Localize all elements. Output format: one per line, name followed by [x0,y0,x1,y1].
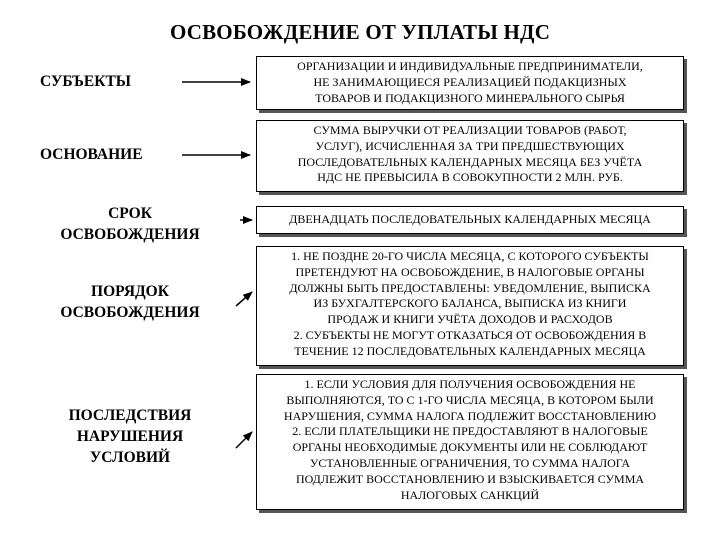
box-line: ОРГАНИЗАЦИИ И ИНДИВИДУАЛЬНЫЕ ПРЕДПРИНИМАТЕЛИ, [297,59,643,73]
box-line: НАЛОГОВЫХ САНКЦИЙ [400,487,540,502]
arrow-procedure [236,292,252,306]
box-line: СУММА ВЫРУЧКИ ОТ РЕАЛИЗАЦИИ ТОВАРОВ (РАБОТ, [313,123,627,137]
box-line: ТЕЧЕНИЕ 12 ПОСЛЕДОВАТЕЛЬНЫХ КАЛЕНДАРНЫХ МЕСЯЦА [294,343,646,358]
label-line: ПОРЯДОК [91,283,169,300]
box-line: НЕ ЗАНИМАЮЩИЕСЯ РЕАЛИЗАЦИЕЙ ПОДАКЦИЗНЫХ [313,74,627,89]
box-line: ДВЕНАДЦАТЬ ПОСЛЕДОВАТЕЛЬНЫХ КАЛЕНДАРНЫХ МЕСЯЦА [289,212,651,226]
label-line: УСЛОВИЙ [89,448,171,466]
box-line: 2. СУБЪЕКТЫ НЕ МОГУТ ОТКАЗАТЬСЯ ОТ ОСВОБОЖДЕНИЯ В [293,328,647,343]
box-line: ДОЛЖНЫ БЫТЬ ПРЕДОСТАВЛЕНЫ: УВЕДОМЛЕНИЕ, ВЫПИСКА [289,280,651,295]
label-line: ПОСЛЕДСТВИЯ [68,407,192,424]
box-line: 1. НЕ ПОЗДНЕ 20-ГО ЧИСЛА МЕСЯЦА, С КОТОРОГО СУБЪЕКТЫ [291,249,649,263]
label-line: ОСНОВАНИЕ [40,146,143,163]
box-line: ТОВАРОВ И ПОДАКЦИЗНОГО МИНЕРАЛЬНОГО СЫРЬЯ [315,90,625,105]
box-line: ПОСЛЕДОВАТЕЛЬНЫХ КАЛЕНДАРНЫХ МЕСЯЦА БЕЗ УЧЁТА [297,154,643,169]
box-line: НАРУШЕНИЯ, СУММА НАЛОГА ПОДЛЕЖИТ ВОССТАНОВЛЕНИЮ [283,408,657,423]
box-line: ПОДЛЕЖИТ ВОССТАНОВЛЕНИЮ И ВЗЫСКИВАЕТСЯ СУММА [295,471,645,486]
box-line: НДС НЕ ПРЕВЫСИЛА В СОВОКУПНОСТИ 2 МЛН. РУБ. [317,170,623,185]
box-line: УСЛУГ), ИСЧИСЛЕННАЯ ЗА ТРИ ПРЕДШЕСТВУЮЩИХ [315,138,625,153]
box-line: УСТАНОВЛЕННЫЕ ОГРАНИЧЕНИЯ, ТО СУММА НАЛОГА [309,456,631,471]
label-line: СРОК [108,205,152,222]
box-line: 2. ЕСЛИ ПЛАТЕЛЬЩИКИ НЕ ПРЕДОСТАВЛЯЮТ В НАЛОГОВЫЕ [292,424,648,439]
box-line: ПРОДАЖ И КНИГИ УЧЁТА ДОХОДОВ И РАСХОДОВ [327,312,613,327]
box-line: 1. ЕСЛИ УСЛОВИЯ ДЛЯ ПОЛУЧЕНИЯ ОСВОБОЖДЕНИЯ НЕ [304,377,636,391]
box-line: ОРГАНЫ НЕОБХОДИМЫЕ ДОКУМЕНТЫ ИЛИ НЕ СОБЛЮДАЮТ [292,440,648,455]
box-line: ИЗ БУХГАЛТЕРСКОГО БАЛАНСА, ВЫПИСКА ИЗ КНИГИ [313,296,627,311]
page-title: ОСВОБОЖДЕНИЕ ОТ УПЛАТЫ НДС [169,20,551,44]
label-line: НАРУШЕНИЯ [76,427,184,445]
label-line: ОСВОБОЖДЕНИЯ [60,303,200,321]
box-line: ВЫПОЛНЯЮТСЯ, ТО С 1-ГО ЧИСЛА МЕСЯЦА, В КОТОРОМ БЫЛИ [286,392,654,407]
label-line: СУБЪЕКТЫ [40,73,132,90]
arrow-consequences [236,432,252,448]
box-line: ПРЕТЕНДУЮТ НА ОСВОБОЖДЕНИЕ, В НАЛОГОВЫЕ ОРГАНЫ [295,264,645,279]
label-line: ОСВОБОЖДЕНИЯ [60,225,200,243]
